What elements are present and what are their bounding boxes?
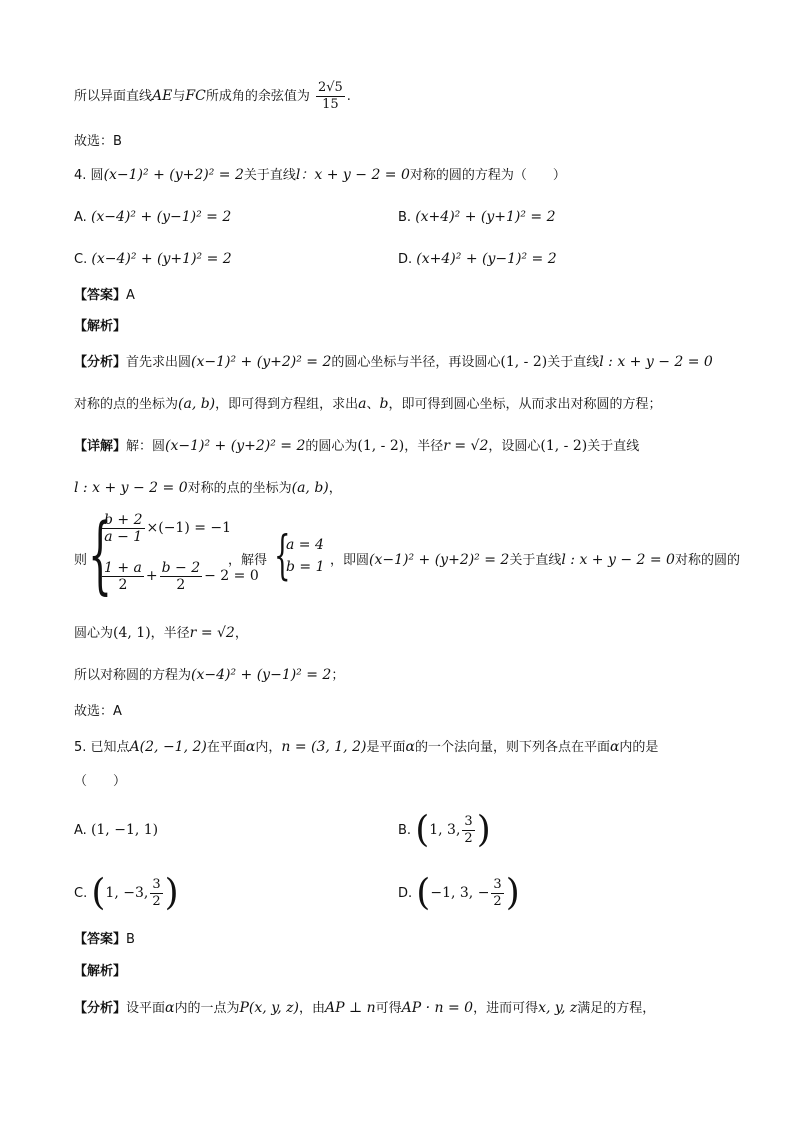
fraction-denominator: a − 1 bbox=[104, 529, 143, 545]
q4-answer bbox=[74, 286, 135, 306]
math: r = √2 bbox=[443, 438, 489, 454]
q3-conclusion-line bbox=[74, 80, 351, 113]
math: (x−4)² + (y−1)² = 2 bbox=[191, 667, 332, 683]
math: (a, b) bbox=[178, 396, 216, 412]
option-equation: (x−4)² + (y−1)² = 2 bbox=[90, 209, 232, 225]
text: 关于直线 bbox=[587, 439, 640, 454]
text: 所以异面直线 bbox=[74, 89, 153, 104]
math: l : x + y − 2 = 0 bbox=[599, 354, 713, 370]
math: AP ⊥ n bbox=[325, 1000, 376, 1016]
answer-value: A bbox=[126, 288, 135, 303]
math: 1, −3, bbox=[105, 885, 149, 901]
text: 对称的点的坐标为 bbox=[74, 397, 179, 412]
q4-option-a bbox=[74, 207, 231, 228]
text: ， bbox=[328, 481, 342, 496]
right-paren: ) bbox=[505, 872, 520, 914]
q4-option-b bbox=[398, 207, 556, 228]
text: ，设圆心 bbox=[488, 439, 541, 454]
left-paren: ( bbox=[416, 872, 431, 914]
math-ae: AE bbox=[152, 88, 173, 104]
text: 是平面 bbox=[366, 740, 406, 755]
text: 所以对称圆的方程为 bbox=[74, 668, 192, 683]
q5-fenxi-line bbox=[74, 998, 655, 1019]
text: 圆心为 bbox=[74, 626, 114, 641]
q4-xiangjie-line-2 bbox=[74, 478, 342, 499]
option-label: C. bbox=[74, 886, 88, 901]
q4-fenxi-line-1 bbox=[74, 352, 713, 373]
math: − 2 = 0 bbox=[204, 568, 259, 584]
system-2 bbox=[286, 534, 325, 578]
fraction-numerator: 3 bbox=[493, 877, 502, 892]
q4-option-c bbox=[74, 249, 232, 270]
option-label: B. bbox=[398, 823, 412, 838]
right-paren: ) bbox=[476, 809, 491, 851]
text: 的一个法向量，则下列各点在平面 bbox=[414, 740, 610, 755]
math: (a, b) bbox=[291, 480, 329, 496]
text: 关于直线 bbox=[243, 168, 296, 183]
fraction-denominator: 2 bbox=[493, 894, 502, 909]
math: (x−1)² + (y+2)² = 2 bbox=[369, 552, 510, 568]
text: 设平面 bbox=[126, 1001, 166, 1016]
answer-tag: 【答案】 bbox=[74, 932, 127, 947]
text: 关于直线 bbox=[509, 553, 562, 568]
q5-option-a bbox=[74, 820, 158, 841]
text: 内， bbox=[255, 740, 282, 755]
q4-equation-system-line bbox=[74, 505, 740, 604]
question-number: 5. bbox=[74, 740, 87, 755]
q5-paren: （ ） bbox=[74, 774, 127, 789]
math: l : x + y − 2 = 0 bbox=[561, 552, 675, 568]
text: 解：圆 bbox=[126, 439, 166, 454]
text: 与 bbox=[172, 89, 186, 104]
analysis-tag: 【解析】 bbox=[74, 319, 127, 334]
system-2-row-2: b = 1 bbox=[286, 559, 325, 575]
left-paren: ( bbox=[91, 872, 106, 914]
text: ，由 bbox=[298, 1001, 325, 1016]
math: P(x, y, z) bbox=[239, 1000, 299, 1016]
math: (1, - 2) bbox=[500, 354, 548, 370]
text: 已知点 bbox=[90, 740, 130, 755]
text: 的圆心为 bbox=[305, 439, 358, 454]
text: ，半径 bbox=[404, 439, 444, 454]
q5-option-c bbox=[74, 873, 179, 914]
text: 内的是 bbox=[619, 740, 659, 755]
math-alpha: α bbox=[405, 739, 415, 755]
fraction bbox=[160, 560, 203, 593]
text: 对称的圆的方程为（ ） bbox=[409, 168, 566, 183]
option-equation: (x+4)² + (y−1)² = 2 bbox=[416, 251, 557, 267]
option-label: A. bbox=[74, 210, 87, 225]
cosine-fraction bbox=[316, 80, 345, 113]
q5-answer bbox=[74, 930, 135, 950]
fenxi-tag: 【分析】 bbox=[74, 355, 127, 370]
text: ，即可得到圆心坐标，从而求出对称圆的方程； bbox=[388, 397, 662, 412]
text: 可得 bbox=[375, 1001, 402, 1016]
left-brace-icon: { bbox=[274, 526, 291, 586]
analysis-tag: 【解析】 bbox=[74, 964, 127, 979]
fraction-denominator: 2 bbox=[176, 577, 186, 593]
q5-option-d bbox=[398, 873, 520, 914]
option-label: B. bbox=[398, 210, 412, 225]
left-brace-icon: { bbox=[88, 505, 113, 603]
fraction-numerator: 3 bbox=[152, 877, 161, 892]
fraction bbox=[150, 877, 162, 910]
text: 内的一点为 bbox=[174, 1001, 240, 1016]
option-equation: (x−4)² + (y+1)² = 2 bbox=[91, 251, 232, 267]
left-paren: ( bbox=[415, 809, 430, 851]
math-circle-equation: (x−1)² + (y+2)² = 2 bbox=[103, 167, 244, 183]
fenxi-tag: 【分析】 bbox=[74, 1001, 127, 1016]
text: 、 bbox=[366, 397, 380, 412]
text: ，即可得到方程组，求出 bbox=[215, 397, 359, 412]
text: 则 bbox=[74, 553, 88, 568]
text: ，半径 bbox=[150, 626, 190, 641]
text: ， bbox=[234, 626, 248, 641]
math-line-equation: l：x + y − 2 = 0 bbox=[295, 167, 410, 183]
q4-xiangjie-line-1 bbox=[74, 436, 639, 457]
q4-final-answer: 故选：A bbox=[74, 704, 122, 719]
math: r = √2 bbox=[189, 625, 235, 641]
math-alpha: α bbox=[245, 739, 256, 755]
text: ，进而可得 bbox=[473, 1001, 539, 1016]
math: (4, 1) bbox=[113, 625, 151, 641]
q4-fenxi-line-2 bbox=[74, 394, 662, 415]
math: (1, - 2) bbox=[357, 438, 405, 454]
xiangjie-tag: 【详解】 bbox=[74, 439, 127, 454]
fraction-numerator: 3 bbox=[464, 814, 473, 829]
q3-answer-line: 故选：B bbox=[74, 134, 122, 149]
fraction bbox=[102, 512, 145, 545]
math-alpha: α bbox=[165, 1000, 175, 1016]
fraction bbox=[102, 560, 144, 593]
question-number: 4. bbox=[74, 168, 87, 183]
fraction-numerator: 2√5 bbox=[317, 80, 343, 95]
fraction-denominator: 2 bbox=[152, 894, 161, 909]
answer-value: B bbox=[126, 932, 135, 947]
q4-analysis-tag bbox=[74, 317, 126, 337]
q5-option-b bbox=[398, 810, 491, 851]
option-label: C. bbox=[74, 252, 88, 267]
text: 对称的点的坐标为 bbox=[187, 481, 292, 496]
text: 的圆心坐标与半径，再设圆心 bbox=[331, 355, 501, 370]
math-fc: FC bbox=[185, 88, 206, 104]
math: 1, 3, bbox=[429, 822, 461, 838]
text: 关于直线 bbox=[547, 355, 600, 370]
option-equation: (x+4)² + (y+1)² = 2 bbox=[415, 209, 556, 225]
math: a bbox=[358, 396, 367, 412]
math: + bbox=[145, 568, 158, 584]
fraction-numerator: 1 + a bbox=[104, 560, 142, 576]
q5-stem bbox=[74, 737, 658, 758]
text: . bbox=[346, 89, 351, 104]
fraction-denominator: 2 bbox=[464, 831, 473, 846]
q4-xiangjie-line-5 bbox=[74, 665, 344, 686]
answer-tag: 【答案】 bbox=[74, 288, 127, 303]
text: ； bbox=[331, 668, 345, 683]
math: (x−1)² + (y+2)² = 2 bbox=[165, 438, 306, 454]
system-1-row-1 bbox=[100, 512, 231, 545]
text: 首先求出圆 bbox=[126, 355, 192, 370]
math: (x−1)² + (y+2)² = 2 bbox=[191, 354, 332, 370]
text: 所成角的余弦值为 bbox=[205, 89, 310, 104]
math: AP · n = 0 bbox=[401, 1000, 474, 1016]
fraction-numerator: b + 2 bbox=[104, 512, 143, 528]
q4-xiangjie-line-4 bbox=[74, 623, 248, 644]
math: l : x + y − 2 = 0 bbox=[74, 480, 188, 496]
option-label: D. bbox=[398, 252, 413, 267]
math: A(2, −1, 2) bbox=[129, 739, 207, 755]
right-paren: ) bbox=[164, 872, 179, 914]
text: 在平面 bbox=[206, 740, 246, 755]
math: ×(−1) = −1 bbox=[146, 520, 232, 536]
q5-analysis-tag bbox=[74, 962, 126, 982]
fraction bbox=[462, 814, 474, 847]
math-alpha: α bbox=[609, 739, 620, 755]
option-label: D. bbox=[398, 886, 413, 901]
math-normal-vector: n = (3, 1, 2) bbox=[281, 739, 367, 755]
text: 圆 bbox=[90, 168, 104, 183]
math: (1, - 2) bbox=[540, 438, 588, 454]
text: 对称的圆的 bbox=[674, 553, 740, 568]
text: 满足的方程， bbox=[577, 1001, 656, 1016]
q4-stem bbox=[74, 165, 566, 186]
text: ，解得 bbox=[228, 553, 268, 568]
math: −1, 3, − bbox=[430, 885, 490, 901]
math: b bbox=[379, 396, 389, 412]
system-tail bbox=[330, 549, 740, 568]
math: x, y, z bbox=[538, 1000, 578, 1016]
q4-option-d bbox=[398, 249, 557, 270]
system-2-row-1: a = 4 bbox=[286, 537, 324, 553]
fraction-denominator: 2 bbox=[118, 577, 128, 593]
text: ，即圆 bbox=[330, 553, 370, 568]
fraction bbox=[491, 877, 503, 910]
fraction-numerator: b − 2 bbox=[161, 560, 201, 576]
option-label: A. bbox=[74, 823, 87, 838]
option-point: (1, −1, 1) bbox=[90, 822, 159, 838]
fraction-denominator: 15 bbox=[322, 97, 339, 112]
